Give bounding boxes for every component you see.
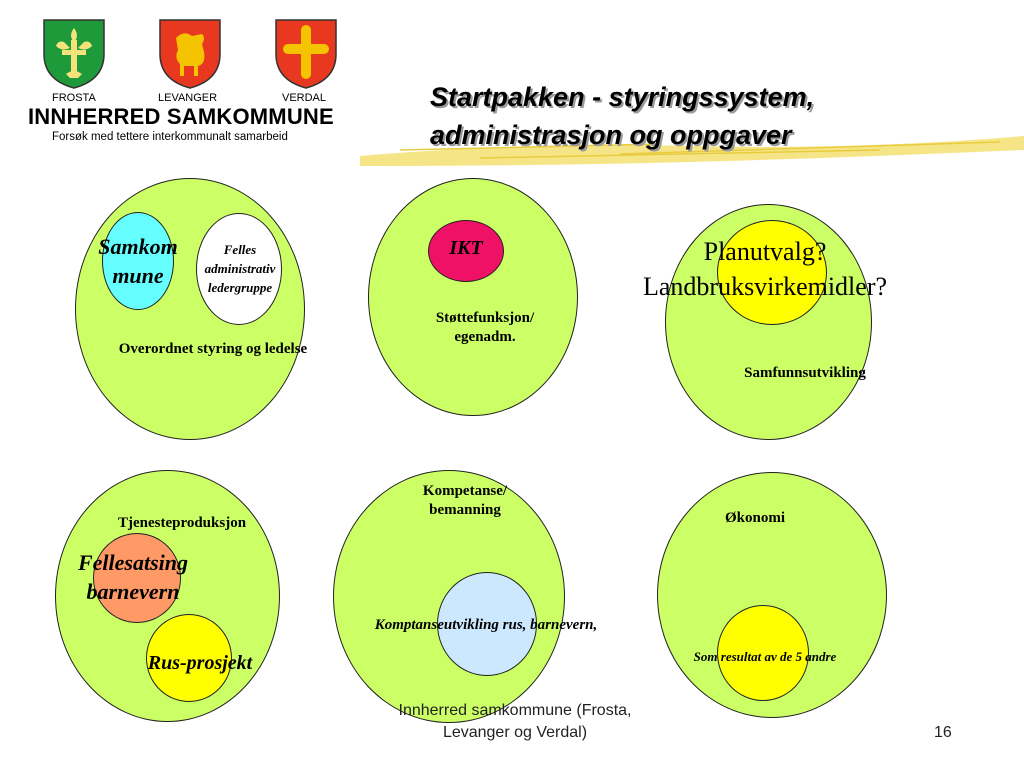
- frosta-coat-of-arms-icon: [42, 18, 106, 90]
- verdal-coat-of-arms-icon: [274, 18, 338, 90]
- municipality-verdal: VERDAL: [282, 92, 327, 104]
- kompetanseutvikling-label: Komptanseutvikling rus, barnevern,: [374, 617, 598, 633]
- ikt-label: IKT: [449, 237, 483, 259]
- municipality-levanger: LEVANGER: [158, 92, 218, 104]
- samfunnsutvikling-label: Samfunnsutvikling: [744, 365, 866, 381]
- footer-text: Innherred samkommune (Frosta, Levanger og Verdal): [398, 702, 632, 741]
- levanger-coat-of-arms-icon: [158, 18, 222, 90]
- slide-title-line-1: Startpakken - styringssystem,: [430, 82, 815, 112]
- styring-circle: [75, 178, 305, 440]
- barnevern-label: Fellesatsing barnevern: [77, 550, 188, 604]
- org-name: INNHERRED SAMKOMMUNE: [28, 104, 334, 129]
- stottefunksjon-label: Støttefunksjon/ egenadm.: [435, 310, 535, 345]
- kompetanse-label: Kompetanse/ bemanning: [422, 483, 508, 518]
- styring-label: Overordnet styring og ledelse: [118, 341, 308, 357]
- slide-title-line-2: administrasjon og oppgaver: [430, 120, 792, 150]
- planutvalg-label: Planutvalg? Landbruksvirkemidler?: [642, 237, 888, 301]
- org-tagline: Forsøk med tettere interkommunalt samarbeid: [52, 131, 288, 143]
- resultat-label: Som resultat av de 5 andre: [693, 649, 837, 664]
- page-number: 16: [934, 724, 952, 741]
- okonomi-label: Økonomi: [724, 510, 785, 526]
- stottefunksjon-circle: [368, 178, 578, 416]
- municipality-frosta: FROSTA: [52, 92, 96, 104]
- samkommune-label: Samkom mune: [98, 234, 178, 288]
- ledergruppe-label: Felles administrativ ledergruppe: [204, 242, 276, 295]
- tjenesteproduksjon-label: Tjenesteproduksjon: [117, 515, 247, 531]
- rus-prosjekt-label: Rus-prosjekt: [147, 652, 253, 674]
